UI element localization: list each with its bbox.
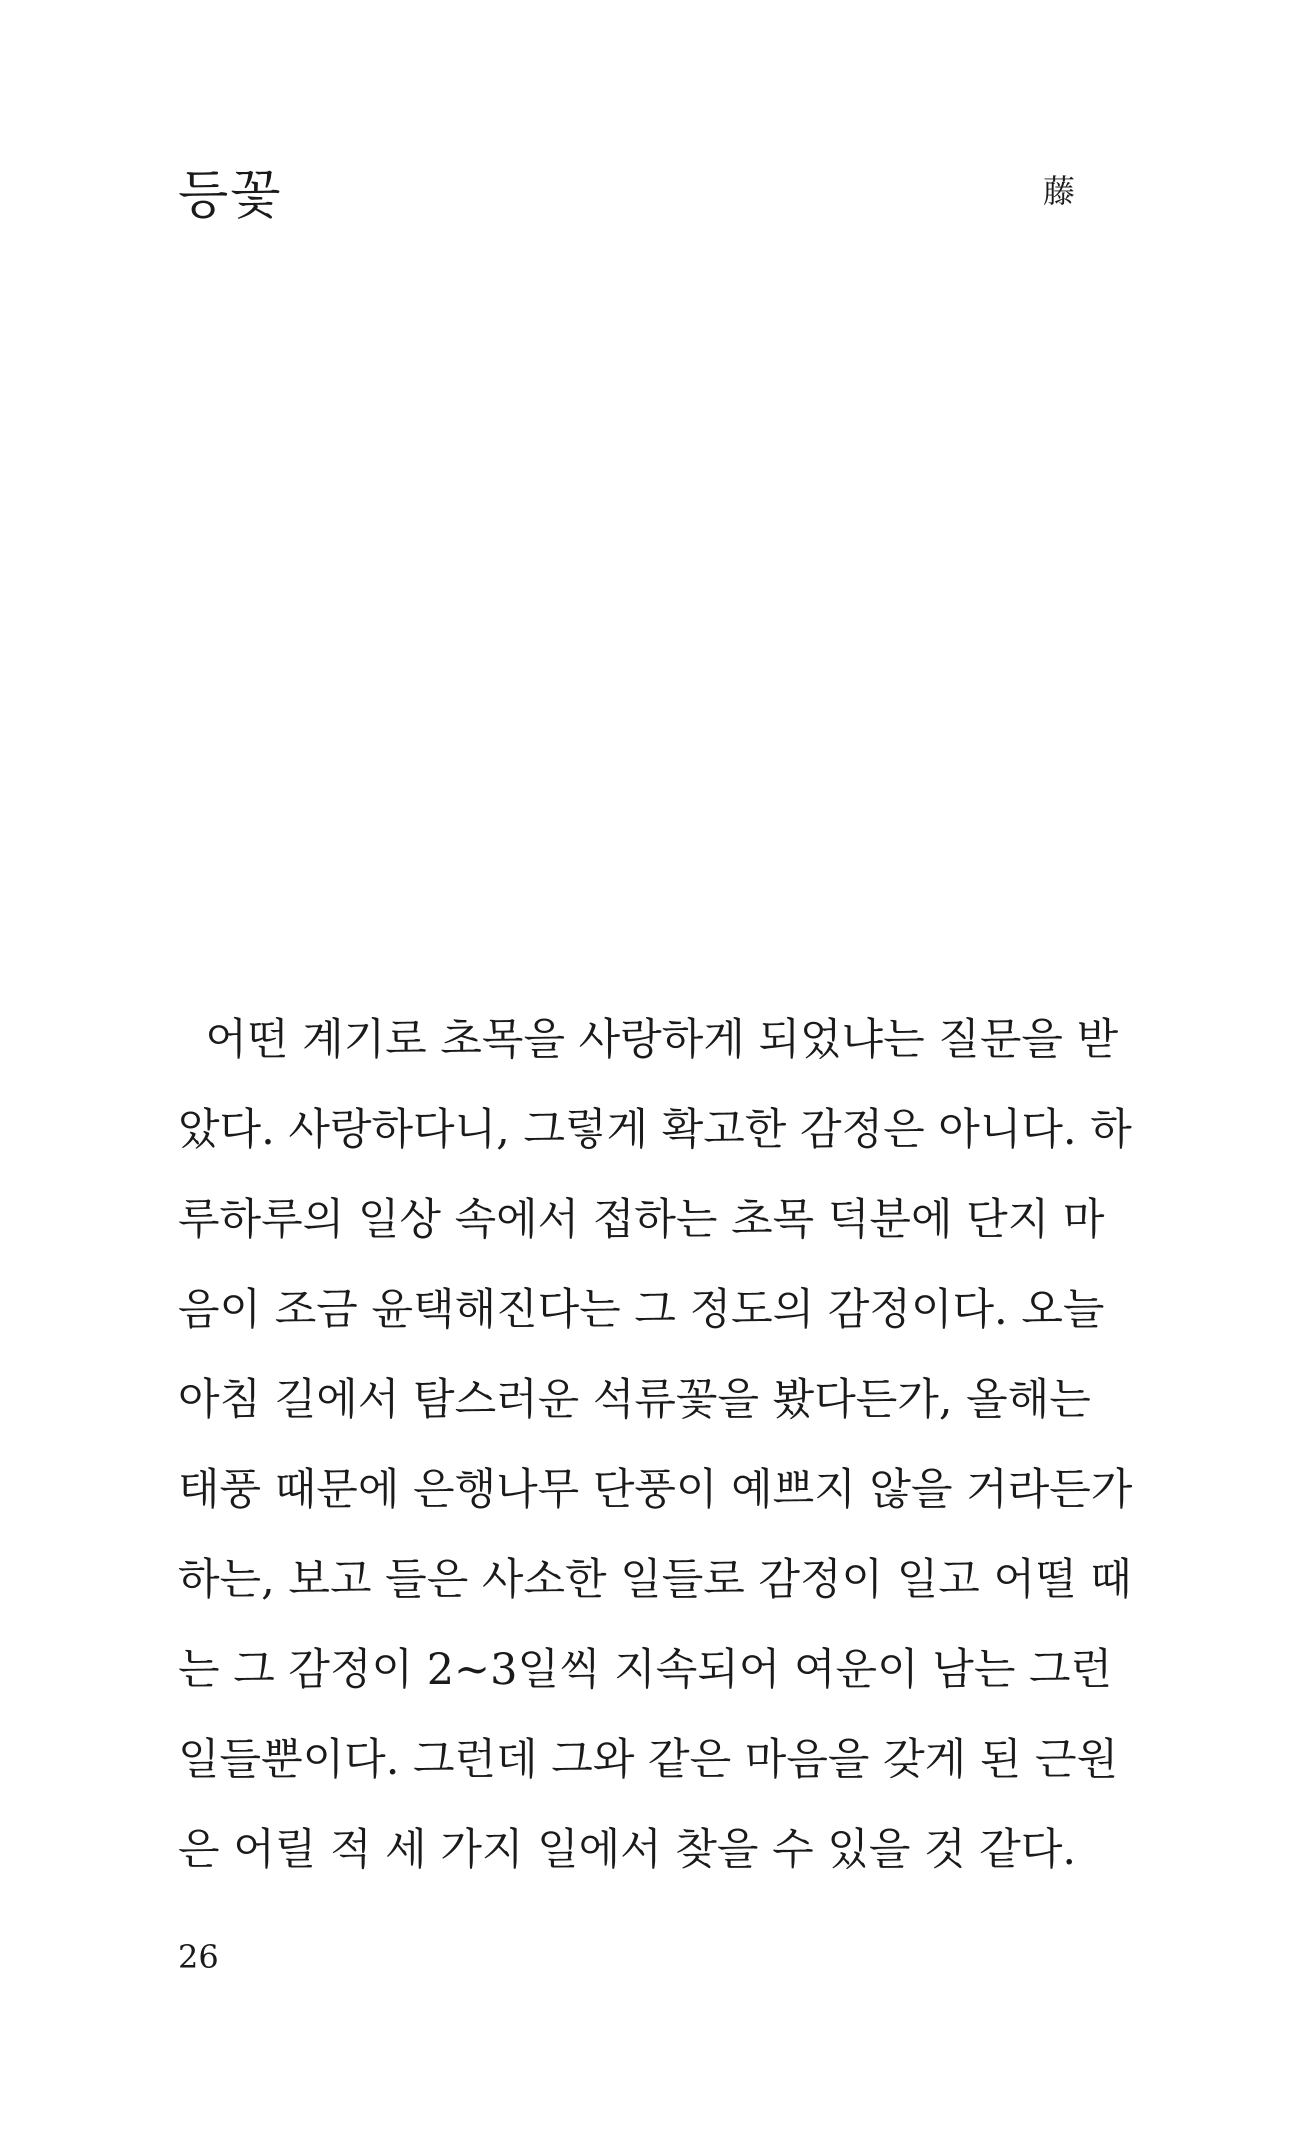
body-line: 일들뿐이다. 그런데 그와 같은 마음을 갖게 된 근원 [178,1735,1119,1785]
page-number: 26 [178,1938,219,1976]
body-line: 음이 조금 윤택해진다는 그 정도의 감정이다. 오늘 [178,1285,1105,1335]
body-line: 하는, 보고 들은 사소한 일들로 감정이 일고 어떨 때 [178,1555,1132,1605]
body-line: 아침 길에서 탐스러운 석류꽃을 봤다든가, 올해는 [178,1375,1091,1425]
body-line: 태풍 때문에 은행나무 단풍이 예쁘지 않을 거라든가 [178,1465,1133,1515]
body-line: 는 그 감정이 2~3일씩 지속되어 여운이 남는 그런 [178,1645,1113,1695]
body-line: 루하루의 일상 속에서 접하는 초목 덕분에 단지 마 [178,1195,1105,1245]
body-line: 은 어릴 적 세 가지 일에서 찾을 수 있을 것 같다. [178,1825,1077,1875]
body-line: 어떤 계기로 초목을 사랑하게 되었냐는 질문을 받 [178,1015,1119,1065]
body-line: 았다. 사랑하다니, 그렇게 확고한 감정은 아니다. 하 [178,1105,1132,1155]
body-paragraph [178,995,1133,1895]
chapter-title: 등꽃 [178,166,283,226]
chapter-hanja: 藤 [1043,172,1076,210]
